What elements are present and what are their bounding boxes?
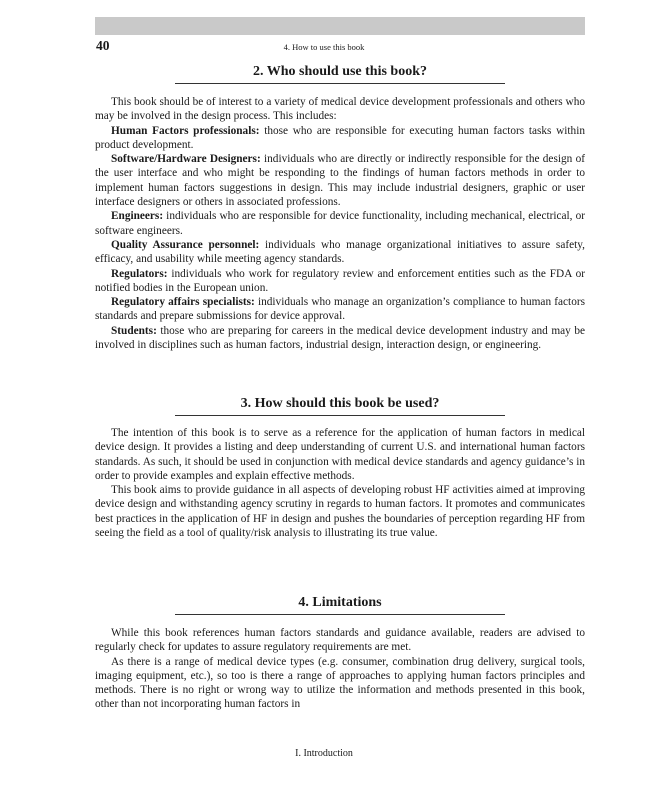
header-bar	[95, 17, 585, 35]
section-title-limitations: 4. Limitations	[175, 595, 505, 615]
term: Quality Assurance personnel:	[111, 238, 260, 251]
list-item: Quality Assurance personnel: individuals who manage organizational initiatives to assure safety, efficacy, and usability while meeting agency standards.	[95, 238, 585, 266]
section-title-who: 2. Who should use this book?	[175, 64, 505, 84]
paragraph: This book aims to provide guidance in all aspects of developing robust HF activities aimed at improving device design and withstanding agency scrutiny in regards to human factors. It promotes and communicates best practices in the application of HF in design and pushes the boundaries of perception regarding HF from seeing the field as a tool of quality/risk analysis to illustrating its true value.	[95, 484, 585, 540]
list-item: Engineers: individuals who are responsible for device functionality, including mechanical, electrical, or software engineers.	[95, 210, 585, 237]
list-item: Students: those who are preparing for careers in the medical device development industry and may be involved in disciplines such as human factors, industrial design, interaction design, or engineering.	[95, 324, 585, 352]
list-item: Human Factors professionals: those who are responsible for executing human factors tasks within product development.	[95, 124, 585, 151]
section-limitations-body	[95, 626, 585, 712]
term: Regulatory affairs specialists:	[111, 296, 255, 309]
section-how-body	[95, 426, 585, 540]
term: Regulators:	[111, 267, 168, 280]
list-item: Regulatory affairs specialists: individuals who manage an organization’s compliance to human factors standards and prepare submissions for device approval.	[95, 296, 586, 323]
term: Software/Hardware Designers:	[111, 153, 261, 166]
page-number: 40	[96, 38, 110, 53]
section-title-how: 3. How should this book be used?	[175, 396, 505, 416]
paragraph: The intention of this book is to serve as a reference for the application of human factors in medical device design. It provides a listing and deep understanding of current U.S. and international human factors standards. As such, it should be used in conjunction with medical device standards and agency guidance’s in order to provide examples and explain effective methods.	[95, 427, 585, 482]
paragraph: As there is a range of medical device types (e.g. consumer, combination drug delivery, surgical tools, imaging equipment, etc.), so too is there a range of approaches to applying human factors principles and methods. There is no right or wrong way to utilize the information and methods presented in this book, other than not incorporating human factors in	[95, 655, 585, 711]
term: Engineers:	[111, 210, 164, 223]
section-who-body	[95, 95, 585, 352]
paragraph: While this book references human factors standards and guidance available, readers are advised to regularly check for updates to assure regulatory requirements are met.	[95, 627, 585, 654]
intro-paragraph: This book should be of interest to a variety of medical device development professionals and others who may be involved in the design process. This includes:	[95, 96, 585, 123]
running-head: 4. How to use this book	[283, 42, 365, 52]
term: Students:	[111, 324, 157, 337]
list-item: Regulators: individuals who work for regulatory review and enforcement entities such as the FDA or notified bodies in the European union.	[95, 267, 585, 294]
term: Human Factors professionals:	[111, 124, 260, 137]
footer: I. Introduction	[295, 748, 353, 759]
list-item: Software/Hardware Designers: individuals who are directly or indirectly responsible for the design of the user interface and who might be responding to the findings of human factors methods in order to implement human factors suggestions in design. This may include industrial designers, graphic or user interface designers or others in associated professions.	[95, 153, 585, 209]
